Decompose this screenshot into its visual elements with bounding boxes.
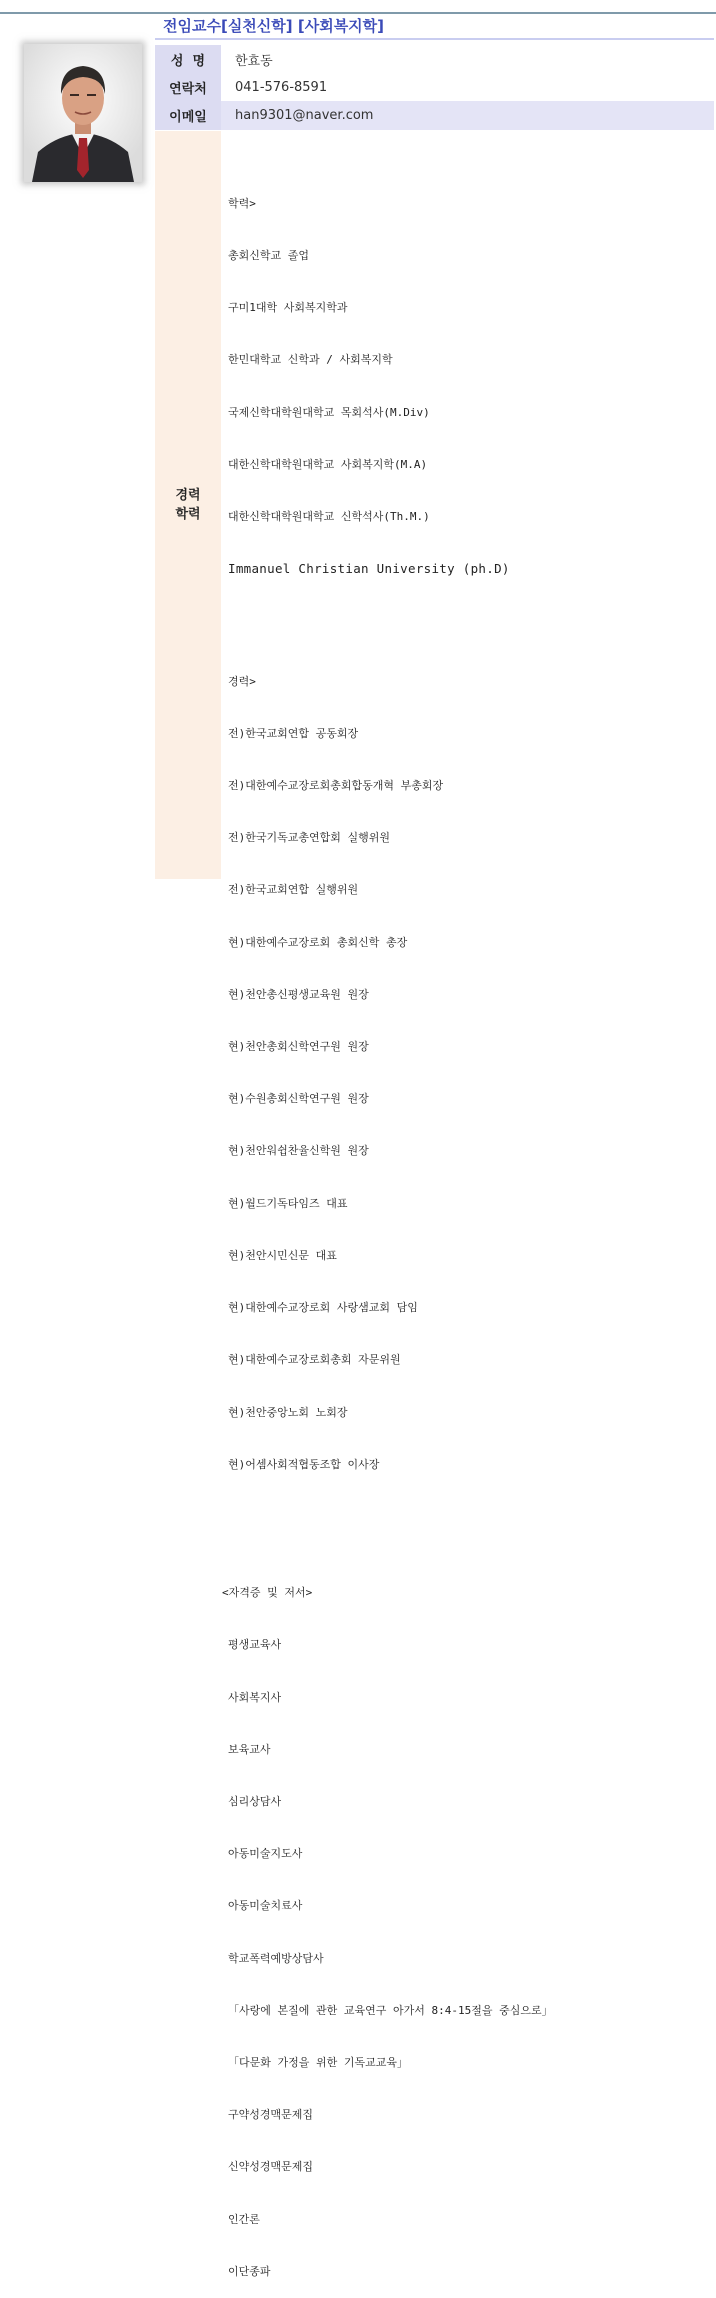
page-title: 전임교수[실천신학] [사회복지학]	[163, 17, 385, 35]
career-item: 전)한국기독교총연합회 실행위원	[228, 831, 391, 845]
name-row	[155, 45, 714, 73]
qualification-item: 아동미술치료사	[228, 1899, 303, 1913]
qualification-item: 신약성경맥문제집	[228, 2160, 314, 2174]
email-label: 이메일	[155, 101, 221, 130]
top-rule	[0, 12, 716, 14]
qualification-item: 평생교육사	[228, 1638, 282, 1652]
education-item: 총회신학교 졸업	[228, 249, 310, 263]
career-item: 현)대한예수교장로회 총회신학 총장	[228, 935, 408, 949]
education-item: 대한신학대학원대학교 사회복지학(M.A)	[228, 457, 428, 471]
contact-label: 연락처	[155, 73, 221, 101]
qualification-item: 구약성경맥문제집	[228, 2108, 314, 2122]
education-item: 한민대학교 신학과 / 사회복지학	[228, 353, 393, 367]
career-item: 현)천안총회신학연구원 원장	[228, 1040, 369, 1054]
profile-photo	[24, 44, 142, 182]
name-label: 성 명	[155, 45, 221, 73]
email-value[interactable]: han9301@naver.com	[221, 101, 714, 130]
career-item: 현)천안시민신문 대표	[228, 1248, 337, 1262]
qualification-item: 보육교사	[228, 1742, 271, 1756]
title-underline	[155, 38, 714, 40]
career-heading: 경력>	[228, 674, 256, 688]
qualification-item: 아동미술지도사	[228, 1847, 303, 1861]
education-heading: 학력>	[228, 196, 256, 210]
name-value: 한효동	[221, 45, 714, 73]
career-item: 전)한국교회연합 실행위원	[228, 883, 359, 897]
education-item: 구미1대학 사회복지학과	[228, 301, 348, 315]
email-row	[155, 101, 714, 130]
education-item: Immanuel Christian University (ph.D)	[228, 561, 510, 577]
qualification-item: 「다문화 가정을 위한 기독교교육」	[228, 2055, 409, 2069]
qualification-item: 「사랑에 본질에 관한 교육연구 아가서 8:4-15절을 중심으로」	[228, 2003, 553, 2017]
education-label: 학력	[175, 507, 201, 522]
career-item: 전)대한예수교장로회총회합동개혁 부총회장	[228, 779, 444, 793]
career-item: 전)한국교회연합 공동회장	[228, 726, 359, 740]
qualification-item: 심리상담사	[228, 1794, 282, 1808]
career-item: 현)천안워쉽찬율신학원 원장	[228, 1144, 369, 1158]
resume-content	[222, 160, 708, 2298]
career-item: 현)대한예수교장로회총회 자문위원	[228, 1353, 401, 1367]
career-item: 현)천안중앙노회 노회장	[228, 1405, 348, 1419]
education-item: 국제신학대학원대학교 목회석사(M.Div)	[228, 405, 430, 419]
career-item: 현)수원총회신학연구원 원장	[228, 1092, 369, 1106]
career-label: 경력	[175, 488, 201, 503]
career-item: 현)어셈사회적협동조합 이사장	[228, 1457, 380, 1471]
qualification-item: 인간론	[228, 2212, 260, 2226]
contact-row	[155, 73, 714, 101]
career-item: 현)천안총신평생교육원 원장	[228, 987, 369, 1001]
qualification-item: 학교폭력예방상담사	[228, 1951, 324, 1965]
qualification-item: 사회복지사	[228, 1690, 282, 1704]
contact-value: 041-576-8591	[235, 79, 328, 95]
qualifications-heading: <자격증 및 저서>	[222, 1586, 313, 1600]
career-item: 현)대한예수교장로회 사랑샘교회 담임	[228, 1301, 418, 1315]
career-education-label	[155, 131, 221, 879]
qualification-item: 이단종파	[228, 2264, 271, 2278]
portrait-illustration	[24, 44, 142, 182]
career-item: 현)월드기독타임즈 대표	[228, 1196, 348, 1210]
education-item: 대한신학대학원대학교 신학석사(Th.M.)	[228, 510, 430, 524]
